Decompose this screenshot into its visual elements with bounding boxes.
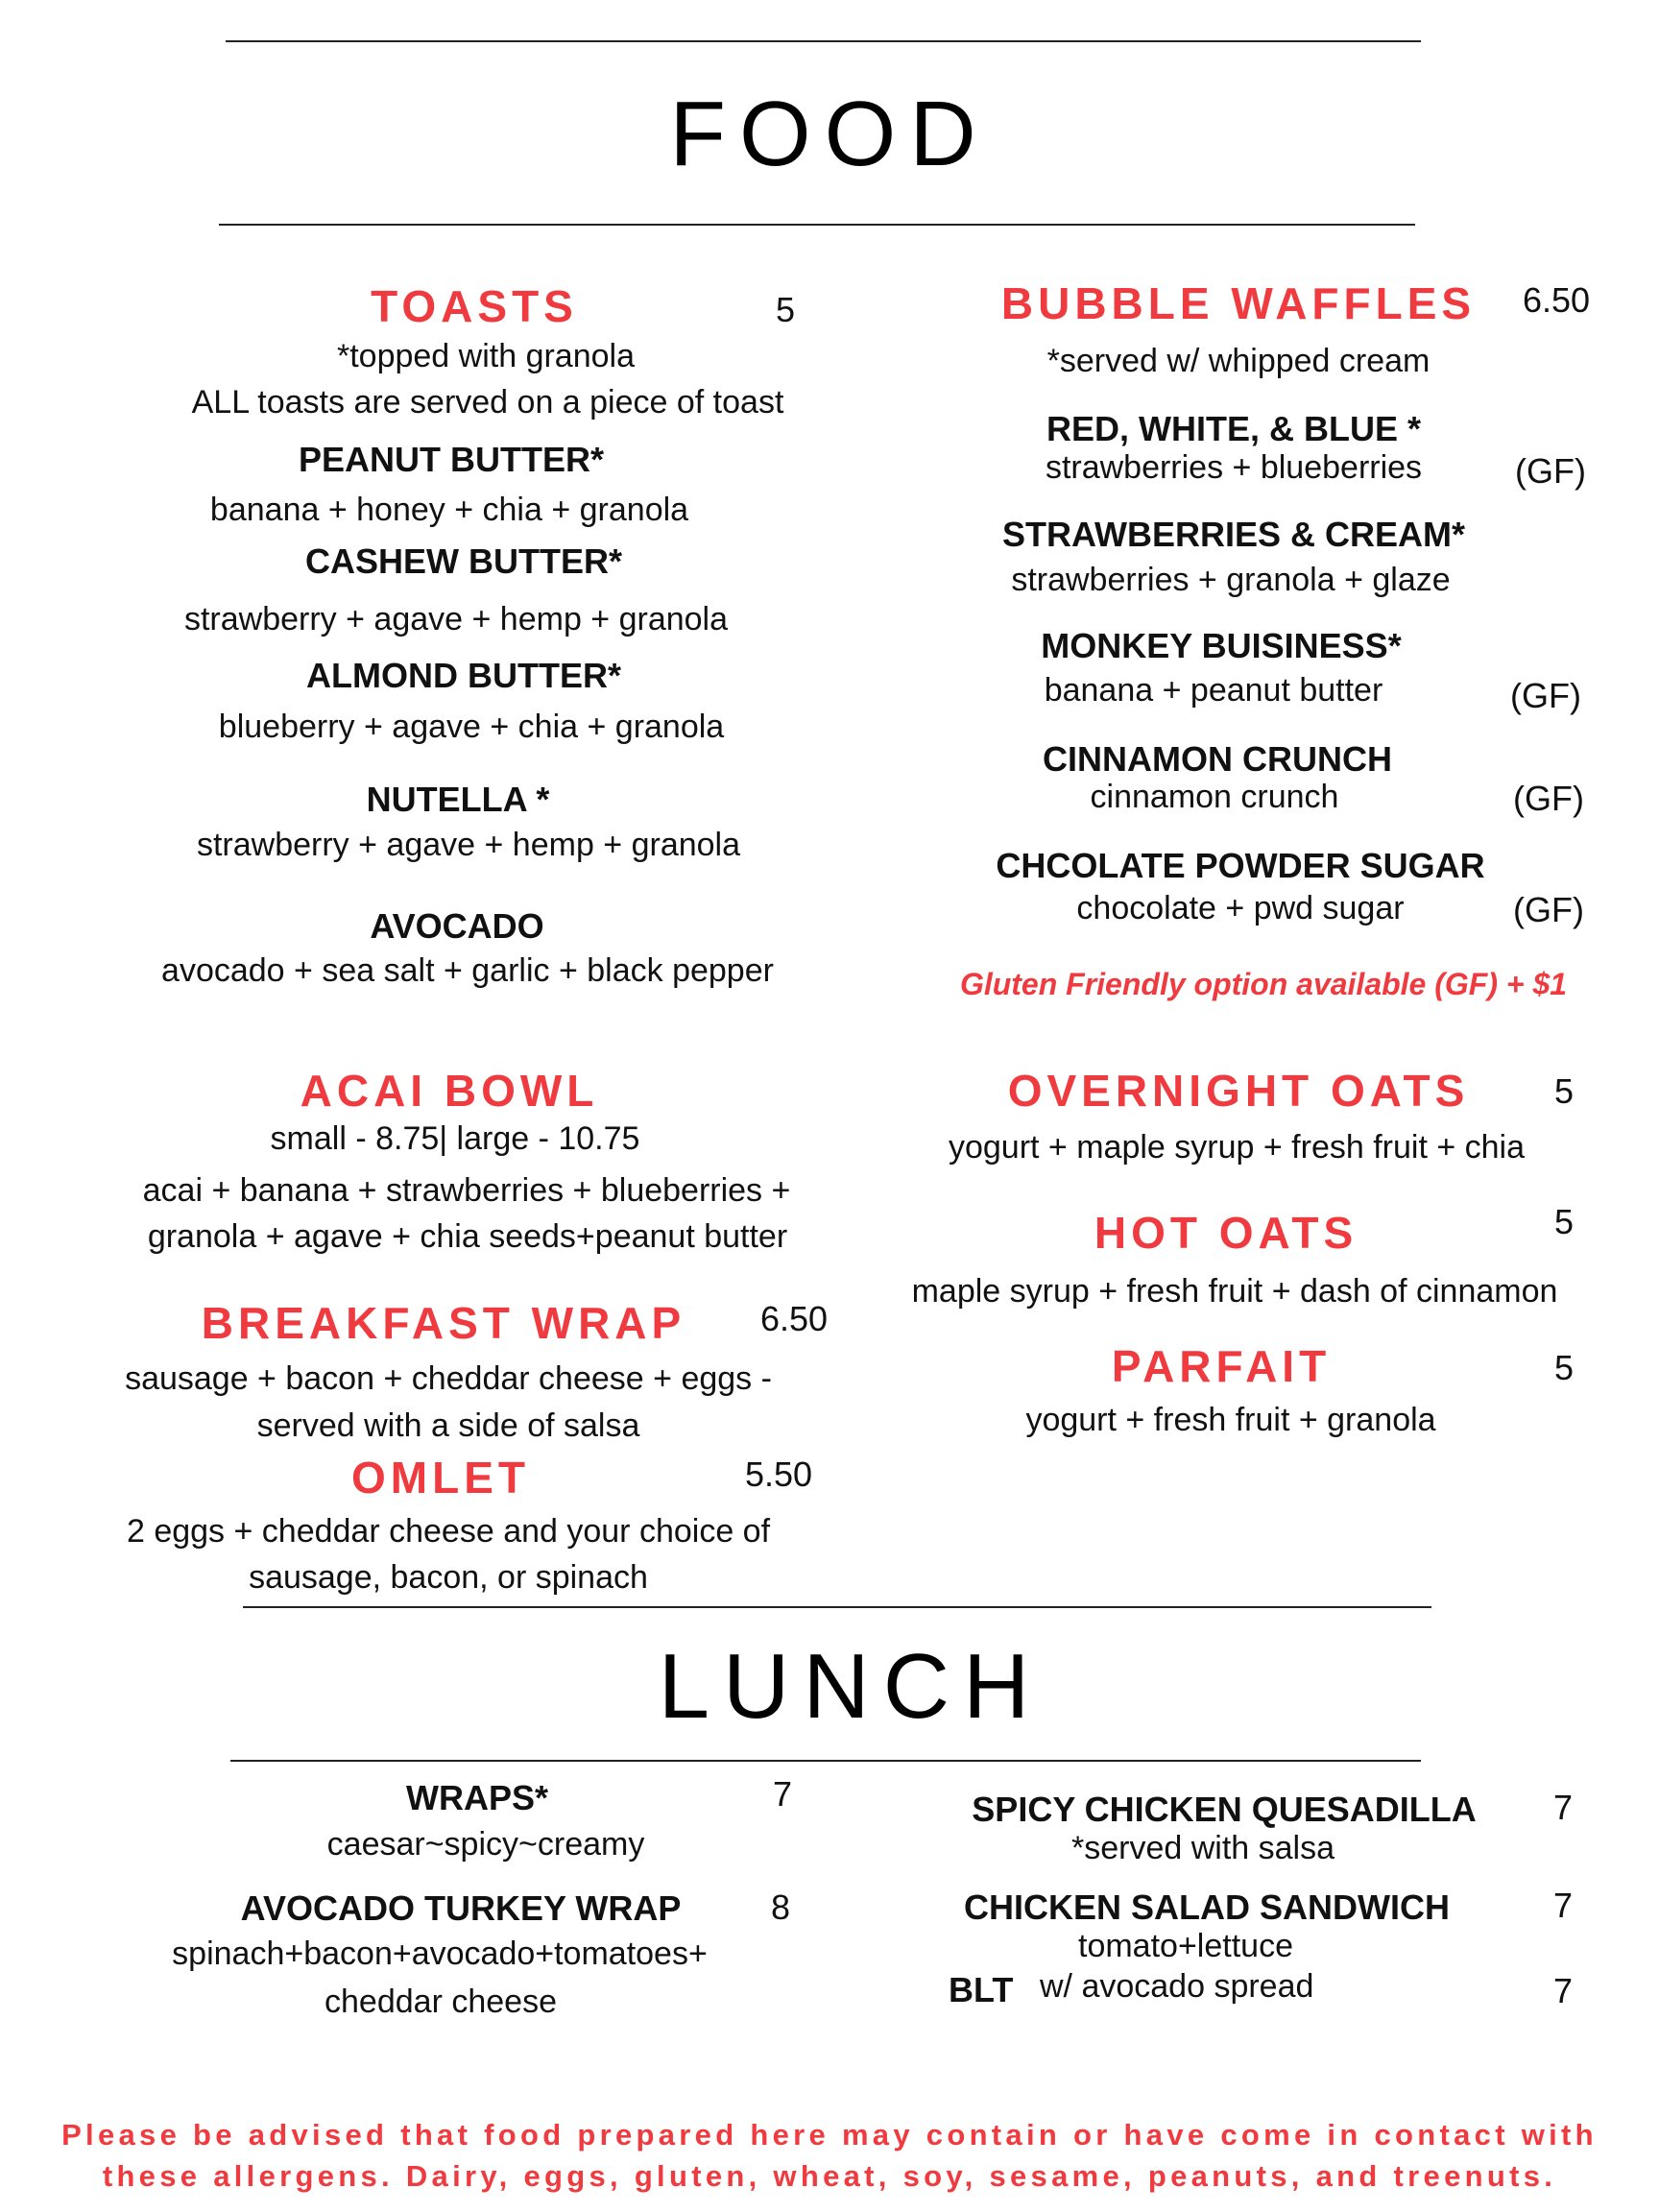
menu-item-desc: acai + banana + strawberries + blueberries +	[142, 1172, 791, 1209]
menu-item-name: AVOCADO	[370, 906, 544, 946]
hot-oats-price: 5	[1554, 1202, 1575, 1241]
menu-item-name: CHCOLATE POWDER SUGAR	[996, 846, 1485, 885]
hot-oats-heading: HOT OATS	[1094, 1208, 1358, 1258]
omlet-price: 5.50	[745, 1455, 813, 1494]
parfait-price: 5	[1554, 1348, 1575, 1387]
toasts-note: *topped with granola	[336, 338, 636, 374]
menu-item-name: RED, WHITE, & BLUE *	[1046, 409, 1422, 448]
menu-item-desc: cheddar cheese	[325, 1984, 557, 2020]
gluten-friendly-note: Gluten Friendly option available (GF) + $1	[959, 967, 1568, 1001]
overnight-oats-price: 5	[1554, 1071, 1575, 1111]
gf-tag: (GF)	[1513, 890, 1584, 929]
gf-tag: (GF)	[1513, 779, 1584, 818]
allergen-warning: these allergens. Dairy, eggs, gluten, wheat, soy, sesame, peanuts, and treenuts.	[102, 2159, 1557, 2193]
menu-item-desc: banana + honey + chia + granola	[209, 492, 689, 528]
menu-item-desc: cinnamon crunch	[1090, 779, 1339, 815]
parfait-heading: PARFAIT	[1111, 1341, 1332, 1391]
menu-item-desc: granola + agave + chia seeds+peanut butter	[147, 1218, 788, 1255]
menu-item-desc: strawberry + agave + hemp + granola	[196, 827, 741, 863]
menu-item-price: 7	[1553, 1788, 1574, 1827]
menu-item-name: SPICY CHICKEN QUESADILLA	[972, 1790, 1477, 1829]
menu-item-price: 7	[773, 1774, 793, 1814]
divider	[226, 40, 1421, 42]
menu-item-desc: yogurt + maple syrup + fresh fruit + chia	[948, 1129, 1526, 1166]
menu-item-desc: tomato+lettuce	[1078, 1928, 1293, 1964]
divider	[219, 224, 1415, 226]
bubble-waffles-note: *served w/ whipped cream	[1046, 343, 1431, 379]
menu-item-name: CHICKEN SALAD SANDWICH	[964, 1887, 1450, 1927]
divider	[243, 1606, 1431, 1608]
lunch-title: LUNCH	[658, 1635, 1044, 1738]
menu-item-desc: banana + peanut butter	[1044, 672, 1383, 709]
toasts-price: 5	[776, 290, 796, 329]
menu-item-desc: blueberry + agave + chia + granola	[218, 709, 725, 745]
menu-item-desc: sausage + bacon + cheddar cheese + eggs -	[125, 1360, 772, 1397]
menu-item-name: AVOCADO TURKEY WRAP	[240, 1888, 682, 1928]
acai-bowl-sizes: small - 8.75| large - 10.75	[270, 1120, 640, 1157]
menu-item-name: BLT	[949, 1970, 1014, 2009]
menu-item-name: STRAWBERRIES & CREAM*	[1001, 515, 1466, 554]
menu-item-desc: sausage, bacon, or spinach	[249, 1559, 648, 1596]
menu-item-desc: strawberries + blueberries	[1045, 449, 1423, 486]
gf-tag: (GF)	[1510, 676, 1581, 715]
omlet-heading: OMLET	[351, 1453, 530, 1503]
menu-item-desc: chocolate + pwd sugar	[1076, 890, 1405, 926]
menu-item-desc: spinach+bacon+avocado+tomatoes+	[172, 1936, 708, 1972]
menu-item-name: PEANUT BUTTER*	[298, 440, 605, 479]
menu-item-name: CASHEW BUTTER*	[305, 541, 622, 581]
menu-item-desc: maple syrup + fresh fruit + dash of cinnamon	[911, 1273, 1558, 1310]
menu-item-name: WRAPS*	[405, 1778, 549, 1817]
menu-item-desc: yogurt + fresh fruit + granola	[1025, 1402, 1436, 1438]
bubble-waffles-heading: BUBBLE WAFFLES	[1000, 278, 1477, 328]
allergen-warning: Please be advised that food prepared here may contain or have come in contact with	[61, 2118, 1598, 2152]
divider	[230, 1760, 1421, 1762]
breakfast-wrap-price: 6.50	[760, 1299, 829, 1338]
toasts-heading: TOASTS	[371, 281, 578, 331]
menu-item-name: ALMOND BUTTER*	[306, 656, 621, 695]
food-title: FOOD	[669, 83, 990, 185]
menu-item-desc: strawberry + agave + hemp + granola	[183, 601, 729, 637]
menu-item-desc: 2 eggs + cheddar cheese and your choice of	[126, 1513, 771, 1550]
gf-tag: (GF)	[1515, 451, 1586, 491]
toasts-note: ALL toasts are served on a piece of toast	[191, 384, 784, 421]
breakfast-wrap-heading: BREAKFAST WRAP	[201, 1298, 686, 1348]
menu-item-name: NUTELLA *	[366, 780, 550, 819]
overnight-oats-heading: OVERNIGHT OATS	[1007, 1066, 1470, 1116]
bubble-waffles-price: 6.50	[1523, 280, 1591, 320]
acai-bowl-heading: ACAI BOWL	[300, 1066, 599, 1116]
menu-item-desc: avocado + sea salt + garlic + black pepper	[161, 952, 774, 989]
menu-item-desc: strawberries + granola + glaze	[1011, 562, 1451, 598]
menu-item-price: 8	[771, 1887, 791, 1927]
menu-item-desc: w/ avocado spread	[1040, 1968, 1314, 2005]
menu-item-desc: served with a side of salsa	[256, 1407, 640, 1444]
menu-item-desc: caesar~spicy~creamy	[326, 1826, 645, 1863]
menu-item-price: 7	[1553, 1886, 1574, 1925]
menu-item-desc: *served with salsa	[1070, 1830, 1335, 1866]
menu-item-name: MONKEY BUISINESS*	[1041, 626, 1402, 665]
menu-item-price: 7	[1553, 1971, 1574, 2010]
menu-item-name: CINNAMON CRUNCH	[1043, 739, 1392, 779]
